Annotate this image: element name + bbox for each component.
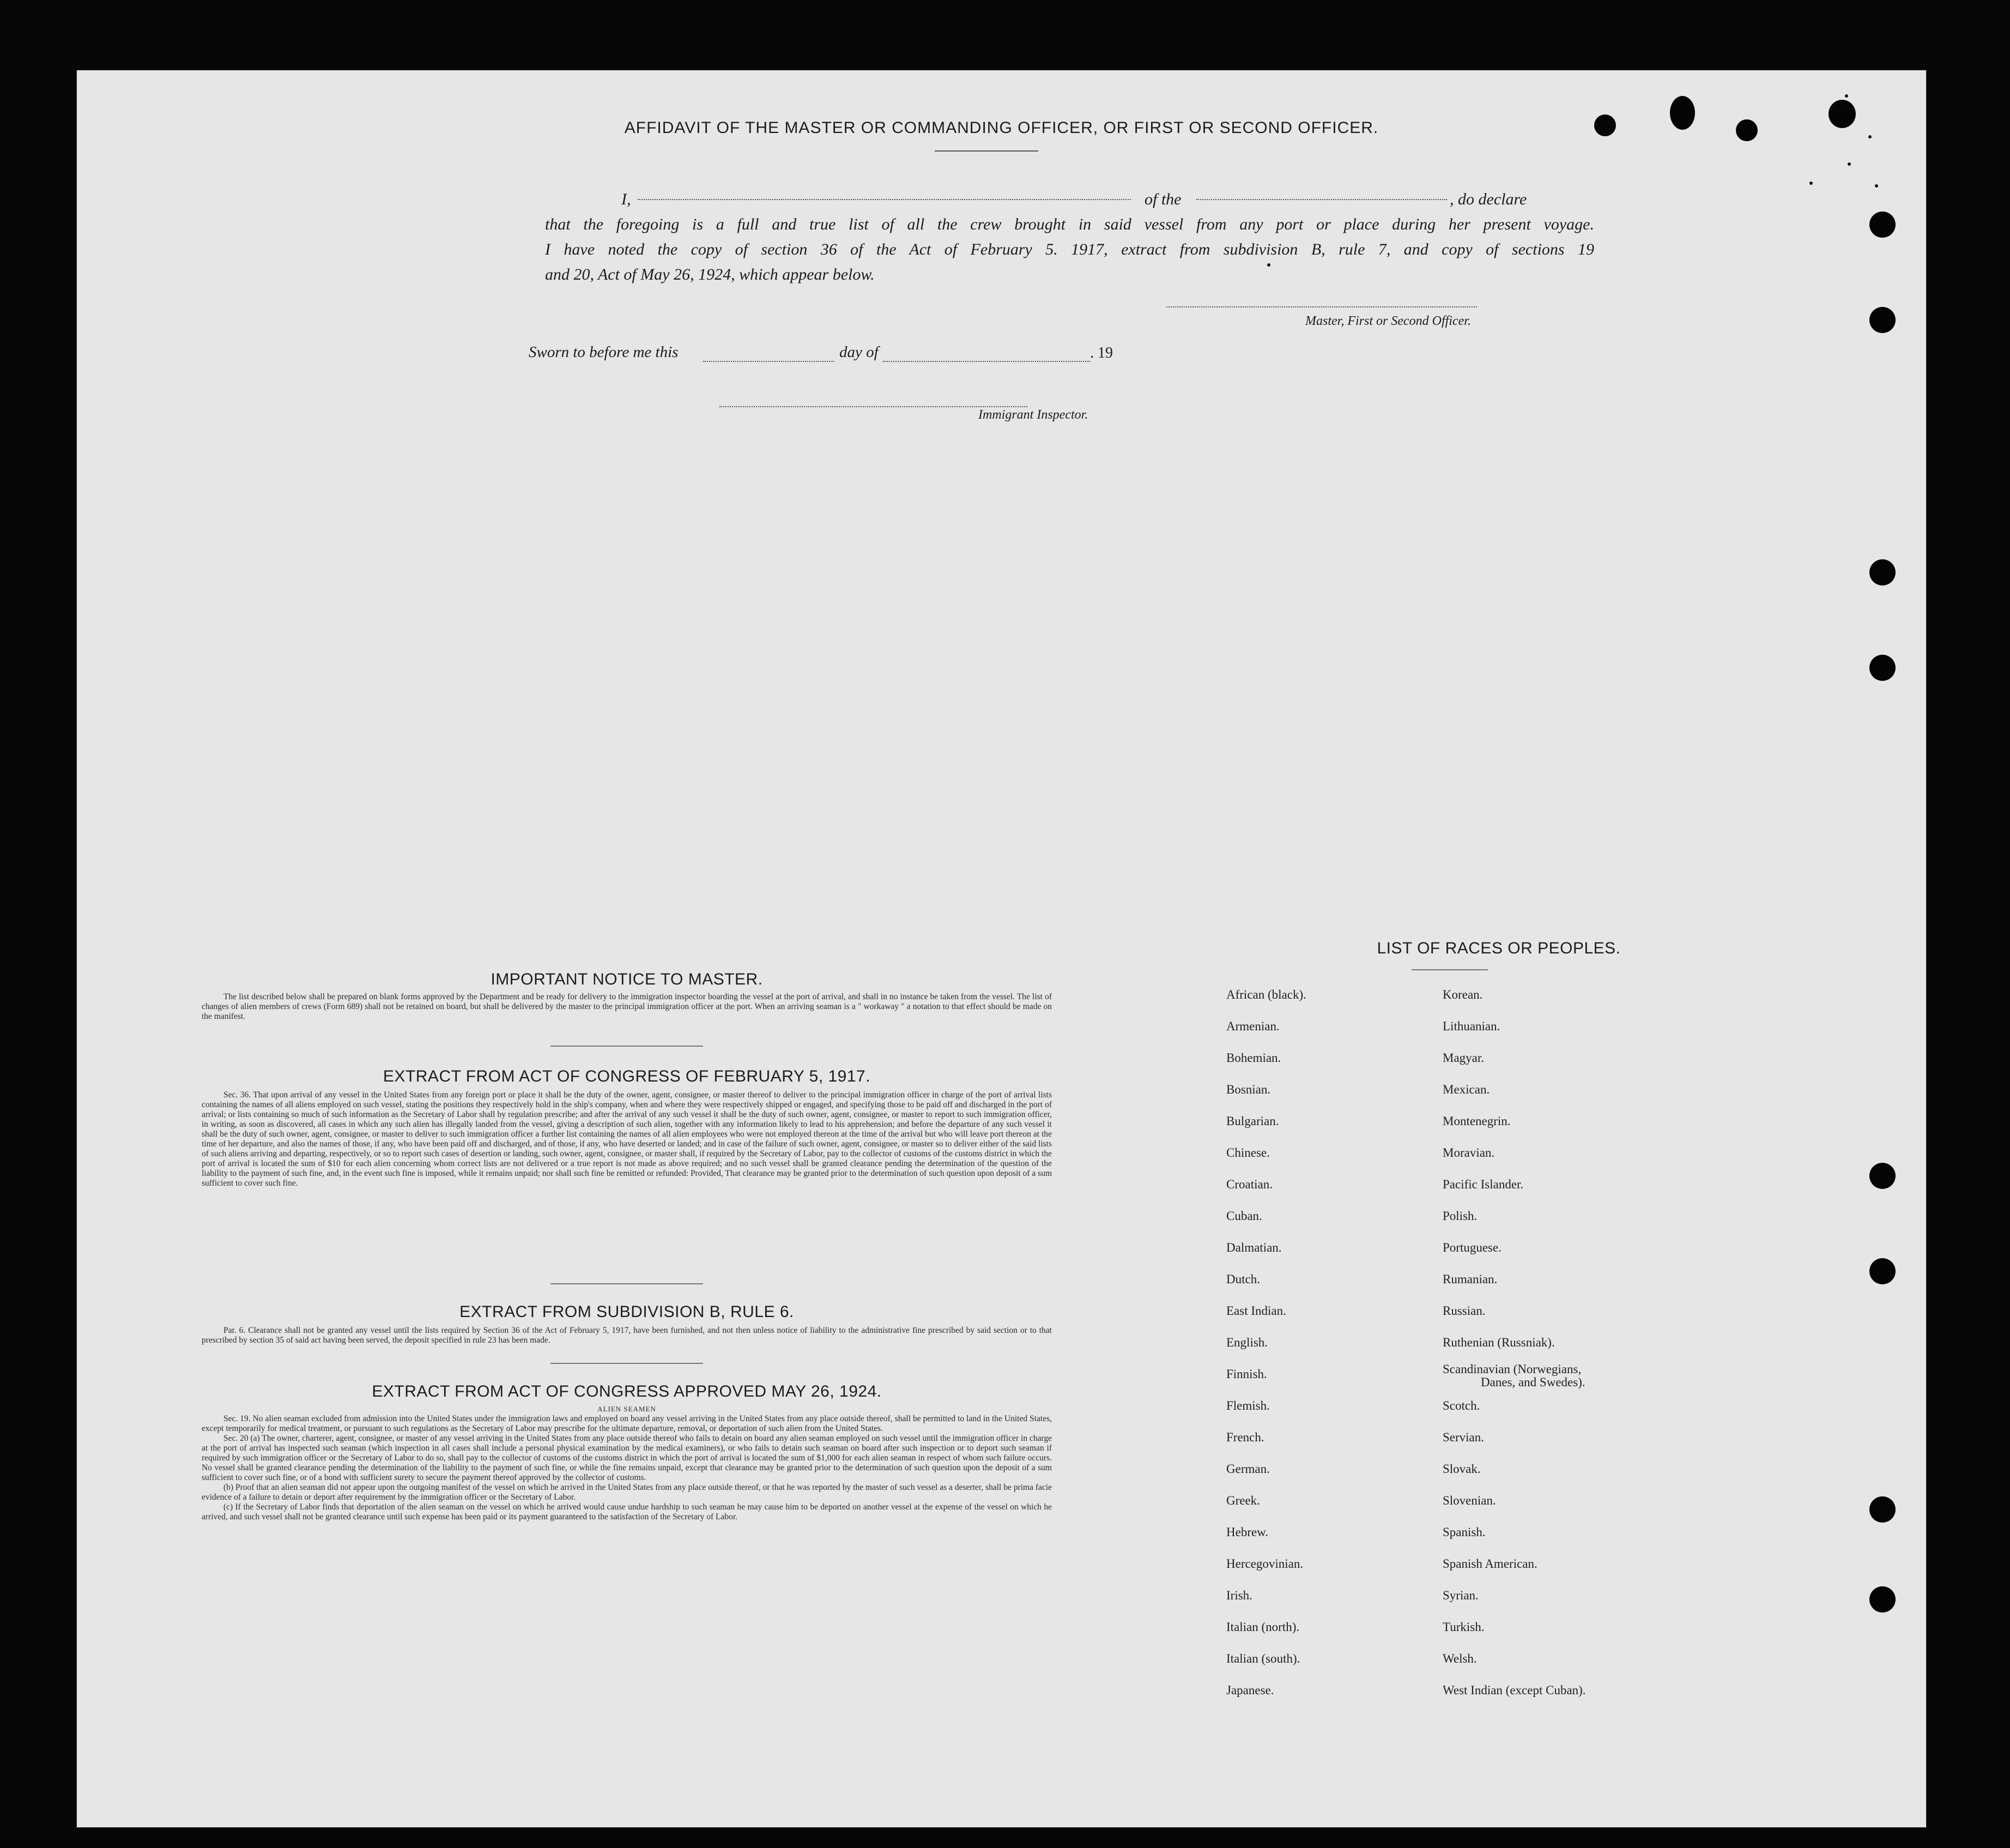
- race-left-20: Irish.: [1226, 1589, 1252, 1602]
- race-right-3: Magyar.: [1443, 1051, 1485, 1065]
- master-signature-line[interactable]: [1166, 294, 1477, 307]
- race-left-2: Armenian.: [1226, 1019, 1280, 1033]
- extract-1924-sec20c: (c) If the Secretary of Labor finds that deportation of the alien seaman on the vessel on which he arrived would cause undue hardship to such seaman he may cause him to be deported on another vessel at the expense of the vessel on which he arrived, and such vessel shall not be granted clearance until such expense has been paid or its payment guaranteed to the satisfaction of the Secretary of Labor.: [202, 1502, 1052, 1521]
- race-left-16: German.: [1226, 1462, 1270, 1476]
- race-right-2: Lithuanian.: [1443, 1019, 1500, 1033]
- declaration-declare: , do declare: [1450, 190, 1527, 208]
- race-right-6: Moravian.: [1443, 1146, 1495, 1159]
- declaration-of-the: of the: [1145, 190, 1182, 208]
- race-left-9: Dalmatian.: [1226, 1241, 1282, 1254]
- punch-hole-right-1: [1869, 212, 1896, 238]
- race-right-8: Polish.: [1443, 1209, 1478, 1223]
- affidavit-title: AFFIDAVIT OF THE MASTER OR COMMANDING OFFICER, OR FIRST OR SECOND OFFICER.: [624, 119, 1379, 137]
- extract-1917-paragraph: Sec. 36. That upon arrival of any vessel in the United States from any foreign port or place it shall be the duty of the owner, agent, consignee, or master thereof to deliver to the principal immigration officer in charge of the port of arrival lists containing the names of all aliens employed on such vessel, stating the positions they respectively hold in the ship's company, when and where they were respectively shipped or engaged, and specifying those to be paid off and discharged in the port of arrival; or lists containing so much of such information as the Secretary of Labor shall by regulation prescribe; and after the arrival of any such vessel it shall be the duty of such owner, agent, consignee, or master to report to such immigration officer, in writing, as soon as discovered, all cases in which any such alien has illegally landed from the vessel, giving a description of such alien, together with any information likely to lead to his apprehension; and before the departure of any such vessel it shall be the duty of such owner, agent, consignee, or master to deliver to such immigration officer a further list containing the names of all alien employees who were not employed thereon at the time of the arrival but who will leave port thereon at the time of her departure, and also the names of those, if any, who have been paid off and discharged, and of those, if any, who have deserted or landed; and in case of the failure of such owner, agent, consignee, or master so to deliver either of the said lists of such aliens arriving and departing, respectively, or so to report such cases of desertion or landing, such owner, agent, consignee, or master shall, if required by the Secretary of Labor, pay to the collector of customs of the customs district in which the port of arrival is located the sum of $10 for each alien concerning whom correct lists are not delivered or a true report is not made as above required; and no such vessel shall be granted clearance pending the determination of the question of the liability to the payment of such fine, and, in the event such fine is imposed, while it remains unpaid; nor shall such fine be remitted or refunded: Provided, That clearance may be granted prior to the determination of such question upon deposit of a sum sufficient to cover such fine.: [202, 1090, 1052, 1188]
- races-heading: LIST OF RACES OR PEOPLES.: [1377, 939, 1621, 957]
- race-left-5: Bulgarian.: [1226, 1114, 1279, 1128]
- speck-4: [1875, 184, 1878, 188]
- race-left-1: African (black).: [1226, 988, 1306, 1001]
- speck-1: [1845, 94, 1848, 98]
- speck-2: [1868, 135, 1872, 138]
- sworn-day-blank[interactable]: [703, 349, 834, 362]
- speck-5: [1267, 263, 1270, 267]
- punch-hole-top-4: [1829, 100, 1856, 128]
- declaration-i: I,: [621, 190, 631, 208]
- master-signature-label: Master, First or Second Officer.: [1305, 314, 1471, 328]
- race-left-7: Croatian.: [1226, 1177, 1273, 1191]
- race-left-23: Japanese.: [1226, 1683, 1274, 1697]
- punch-hole-top-2: [1670, 96, 1695, 130]
- race-right-13-line-1: Scandinavian (Norwegians,: [1443, 1362, 1582, 1376]
- race-right-10: Rumanian.: [1443, 1272, 1498, 1286]
- inspector-signature-line[interactable]: [719, 394, 1027, 407]
- declaration-line-3: I have noted the copy of section 36 of the Act of February 5. 1917, extract from subdivision B, rule 7, and copy of sections 19: [545, 240, 1594, 258]
- declaration-line-4: and 20, Act of May 26, 1924, which appear below.: [545, 265, 875, 283]
- punch-hole-top-3: [1736, 119, 1758, 141]
- speck-3: [1848, 162, 1851, 166]
- extract-1924-subheading: ALIEN SEAMEN: [597, 1405, 656, 1413]
- inspector-label: Immigrant Inspector.: [978, 408, 1088, 422]
- races-divider: [1412, 969, 1488, 970]
- race-right-22: Welsh.: [1443, 1652, 1477, 1665]
- extract-1924-sec20b: (b) Proof that an alien seaman did not appear upon the outgoing manifest of the vessel on which he arrived in the United States from any place outside thereof, or that he was reported by the master of such vessel as a deserter, shall be prima facie evidence of a failure to detain or deport after requirement by the immigration officer or the Secretary of Labor.: [202, 1483, 1052, 1502]
- race-left-12: English.: [1226, 1336, 1268, 1349]
- speck-6: [1809, 182, 1813, 185]
- extract-1924-text: [202, 1404, 1052, 1522]
- declaration-line-1: [545, 187, 1594, 212]
- race-left-15: French.: [1226, 1430, 1264, 1444]
- notice-text: [202, 992, 1052, 1022]
- title-underline: [935, 150, 1038, 152]
- race-right-17: Slovenian.: [1443, 1494, 1496, 1507]
- rule6-text: [202, 1326, 1052, 1345]
- notice-paragraph: The list described below shall be prepared on blank forms approved by the Department and be ready for delivery to the immigration inspector boarding the vessel at the port of arrival, and shall in no instance be taken from the vessel. The list of changes of alien members of crews (Form 689) shall not be retained on board, but shall be delivered by the master to the principal immigration officer at the port. When an arriving seaman is a " workaway " a notation to that effect should be made on the manifest.: [202, 992, 1052, 1021]
- race-right-21: Turkish.: [1443, 1620, 1485, 1634]
- race-right-11: Russian.: [1443, 1304, 1486, 1318]
- race-left-19: Hercegovinian.: [1226, 1557, 1304, 1571]
- race-right-23: West Indian (except Cuban).: [1443, 1683, 1586, 1697]
- race-left-6: Chinese.: [1226, 1146, 1270, 1159]
- race-left-13: Finnish.: [1226, 1367, 1267, 1381]
- race-right-16: Slovak.: [1443, 1462, 1481, 1476]
- race-left-11: East Indian.: [1226, 1304, 1286, 1318]
- race-left-4: Bosnian.: [1226, 1083, 1271, 1096]
- race-left-14: Flemish.: [1226, 1399, 1270, 1412]
- race-right-9: Portuguese.: [1443, 1241, 1502, 1254]
- punch-hole-right-4: [1869, 655, 1896, 681]
- extract-1924-sec19: Sec. 19. No alien seaman excluded from admission into the United States under the immigration laws and employed on board any vessel arriving in the United States from any place outside thereof, shall be permitted to land in the United States, except temporarily for medical treatment, or pursuant to such regulations as the Secretary of Labor may prescribe for the ultimate departure, removal, or deportation of such alien from the United States.: [202, 1414, 1052, 1433]
- race-right-13-line-2: Danes, and Swedes).: [1481, 1375, 1585, 1389]
- notice-divider: [550, 1046, 703, 1047]
- race-right-7: Pacific Islander.: [1443, 1177, 1524, 1191]
- race-left-21: Italian (north).: [1226, 1620, 1300, 1634]
- year-prefix: . 19: [1090, 345, 1113, 361]
- race-right-20: Syrian.: [1443, 1589, 1479, 1602]
- document-page: [76, 70, 1927, 1828]
- punch-hole-right-8: [1869, 1586, 1896, 1613]
- notice-heading: IMPORTANT NOTICE TO MASTER.: [491, 970, 763, 988]
- race-left-3: Bohemian.: [1226, 1051, 1281, 1065]
- race-right-4: Mexican.: [1443, 1083, 1490, 1096]
- day-of-text: day of: [839, 343, 879, 361]
- race-left-8: Cuban.: [1226, 1209, 1262, 1223]
- race-right-12: Ruthenian (Russniak).: [1443, 1336, 1555, 1349]
- rule6-divider: [550, 1363, 703, 1364]
- extract-1917-heading: EXTRACT FROM ACT OF CONGRESS OF FEBRUARY 5, 1917.: [383, 1067, 871, 1085]
- declaration-block: [545, 187, 1594, 287]
- race-right-18: Spanish.: [1443, 1525, 1486, 1539]
- race-left-18: Hebrew.: [1226, 1525, 1269, 1539]
- race-right-13: [1443, 1363, 1585, 1389]
- race-right-15: Servian.: [1443, 1430, 1485, 1444]
- rule6-paragraph: Par. 6. Clearance shall not be granted any vessel until the lists required by Section 36 of the Act of February 5, 1917, have been furnished, and not then unless notice of liability to the administrative fine prescribed by said section or to that prescribed by section 35 of said act having been served, the deposit specified in rule 23 has been made.: [202, 1326, 1052, 1345]
- vessel-blank[interactable]: [1196, 187, 1447, 200]
- punch-hole-right-7: [1869, 1496, 1896, 1523]
- extract-1924-heading: EXTRACT FROM ACT OF CONGRESS APPROVED MAY 26, 1924.: [372, 1382, 882, 1400]
- punch-hole-right-6: [1869, 1258, 1896, 1284]
- race-right-1: Korean.: [1443, 988, 1483, 1001]
- punch-hole-right-3: [1869, 559, 1896, 585]
- extract-1917-text: [202, 1090, 1052, 1188]
- extract-1924-sec20a: Sec. 20 (a) The owner, charterer, agent, consignee, or master of any vessel arriving in the United States from any place outside thereof who fails to detain on board any alien seaman employed on such vessel until the immigration officer in charge at the port of arrival has inspected such seaman (which inspection in all cases shall include a personal physical examination by the medical examiners), or who fails to detain such seaman on board after such inspection or to deport such seaman if required by such immigration officer or the Secretary of Labor to do so, shall pay to the collector of customs of the customs district in which the port of arrival is located the sum of $1,000 for each alien seaman in respect of whom such failure occurs. No vessel shall be granted clearance pending the determination of the liability to the payment of such fine, or while the fine remains unpaid, except that clearance may be granted prior to the determination of such question upon the deposit of a sum sufficient to cover such fine, or of a bond with sufficient surety to secure the payment thereof approved by the collector of customs.: [202, 1434, 1052, 1482]
- race-right-19: Spanish American.: [1443, 1557, 1537, 1571]
- sworn-month-blank[interactable]: [883, 349, 1090, 362]
- race-right-5: Montenegrin.: [1443, 1114, 1511, 1128]
- punch-hole-top-1: [1594, 114, 1616, 136]
- name-blank[interactable]: [638, 187, 1131, 200]
- punch-hole-right-2: [1869, 307, 1896, 333]
- race-left-22: Italian (south).: [1226, 1652, 1300, 1665]
- punch-hole-right-5: [1869, 1163, 1896, 1189]
- sworn-text: Sworn to before me this: [529, 343, 679, 361]
- rule6-heading: EXTRACT FROM SUBDIVISION B, RULE 6.: [459, 1303, 794, 1321]
- race-left-17: Greek.: [1226, 1494, 1260, 1507]
- race-left-10: Dutch.: [1226, 1272, 1260, 1286]
- extract-1917-divider: [550, 1283, 703, 1284]
- race-right-14: Scotch.: [1443, 1399, 1480, 1412]
- declaration-line-2: that the foregoing is a full and true list of all the crew brought in said vessel from any port or place during her present voyage.: [545, 215, 1594, 233]
